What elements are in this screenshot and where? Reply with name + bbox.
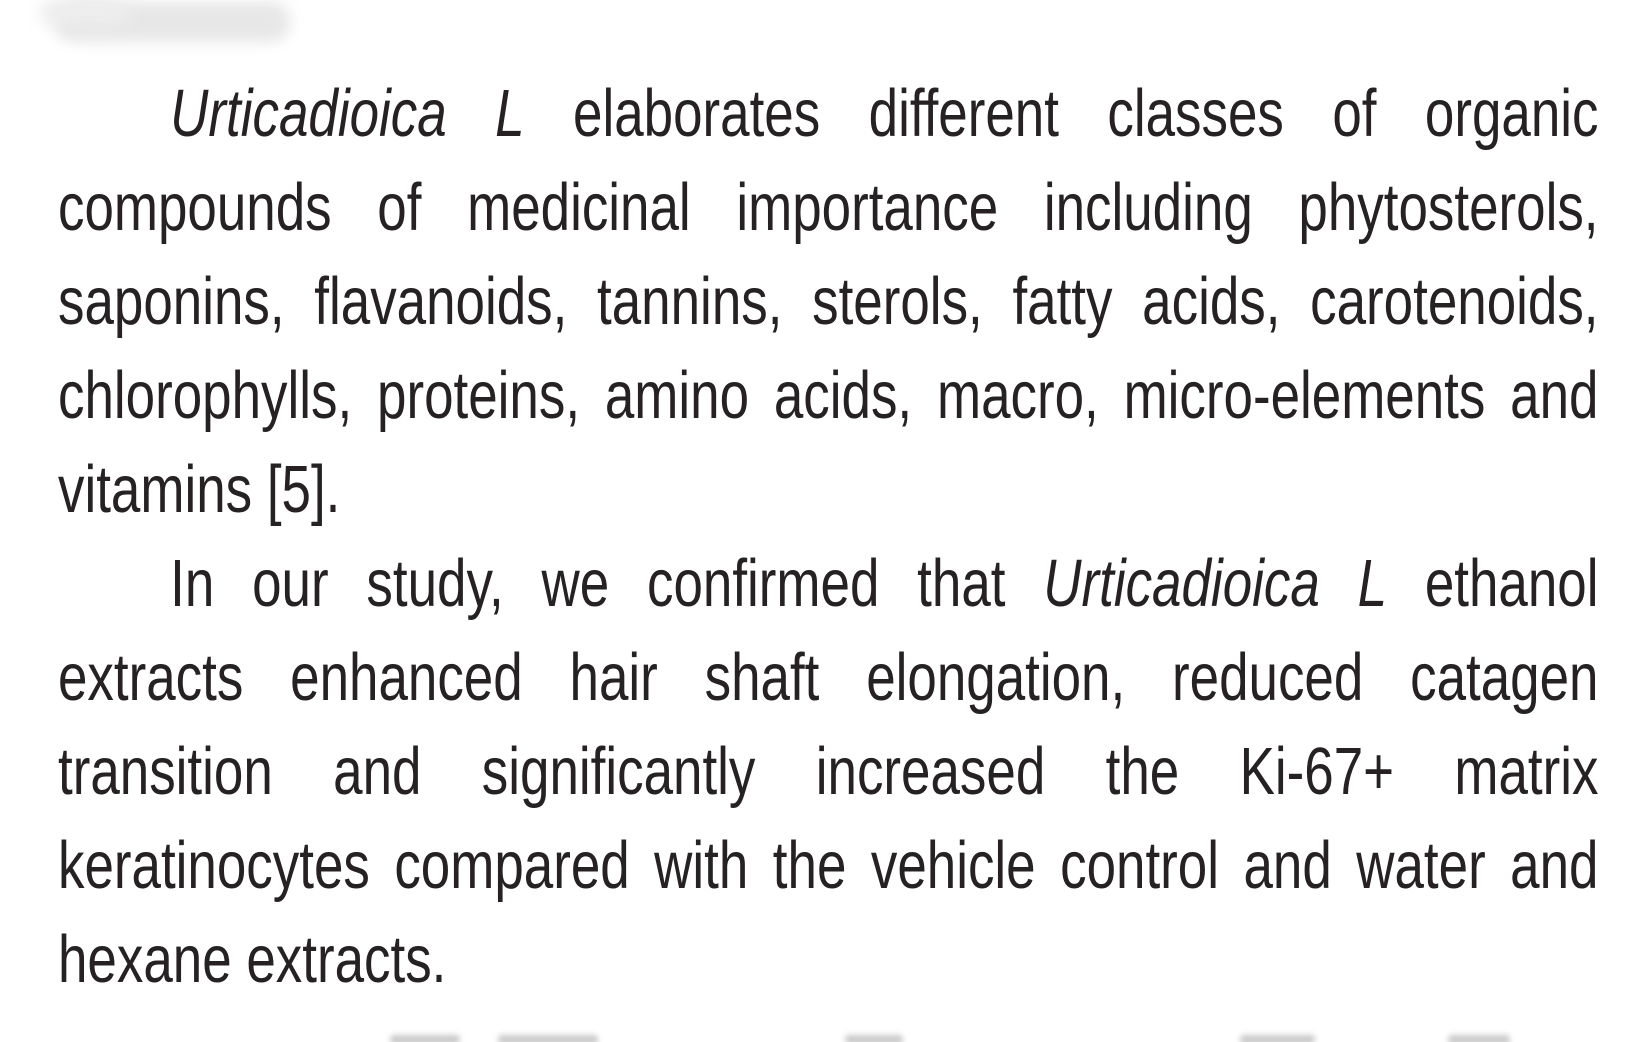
species-name-italic: Urticadioica L [1043,546,1388,621]
cropped-next-line-fragment [390,1035,460,1042]
cropped-next-line-fragment [845,1035,903,1042]
text-line [58,631,1599,725]
text-segment: chlorophylls, proteins, amino acids, macro, micro-elements and [58,358,1599,433]
text-line [58,725,1599,819]
text-line [58,255,1599,349]
cropped-next-line-fragment [1240,1035,1315,1042]
text-line [58,537,1599,631]
text-segment: ethanol [1387,546,1599,621]
text-segment: vitamins [5]. [58,452,341,527]
text-segment: extracts enhanced hair shaft elongation, reduced catagen [58,640,1599,715]
body-text [58,67,1599,1007]
paragraph [58,537,1599,1007]
cropped-next-line-fragment [498,1035,598,1042]
cropped-next-line-fragment [1448,1035,1510,1042]
text-segment: compounds of medicinal importance including phytosterols, [58,170,1599,245]
text-segment: transition and significantly increased the Ki-67+ matrix [58,734,1599,809]
paragraph [58,67,1599,537]
text-line [58,67,1599,161]
text-segment: In our study, we confirmed that [170,546,1044,621]
text-segment: saponins, flavanoids, tannins, sterols, fatty acids, carotenoids, [58,264,1599,339]
text-line [58,819,1599,913]
text-line [58,161,1599,255]
text-segment: keratinocytes compared with the vehicle control and water and [58,828,1599,903]
text-segment: elaborates different classes of organic [524,76,1599,151]
text-line [58,913,1599,1007]
blurred-header-smudge-2 [40,0,130,26]
text-line [58,443,1599,537]
text-segment: hexane extracts. [58,922,447,997]
species-name-italic: Urticadioica L [170,76,525,151]
text-line [58,349,1599,443]
